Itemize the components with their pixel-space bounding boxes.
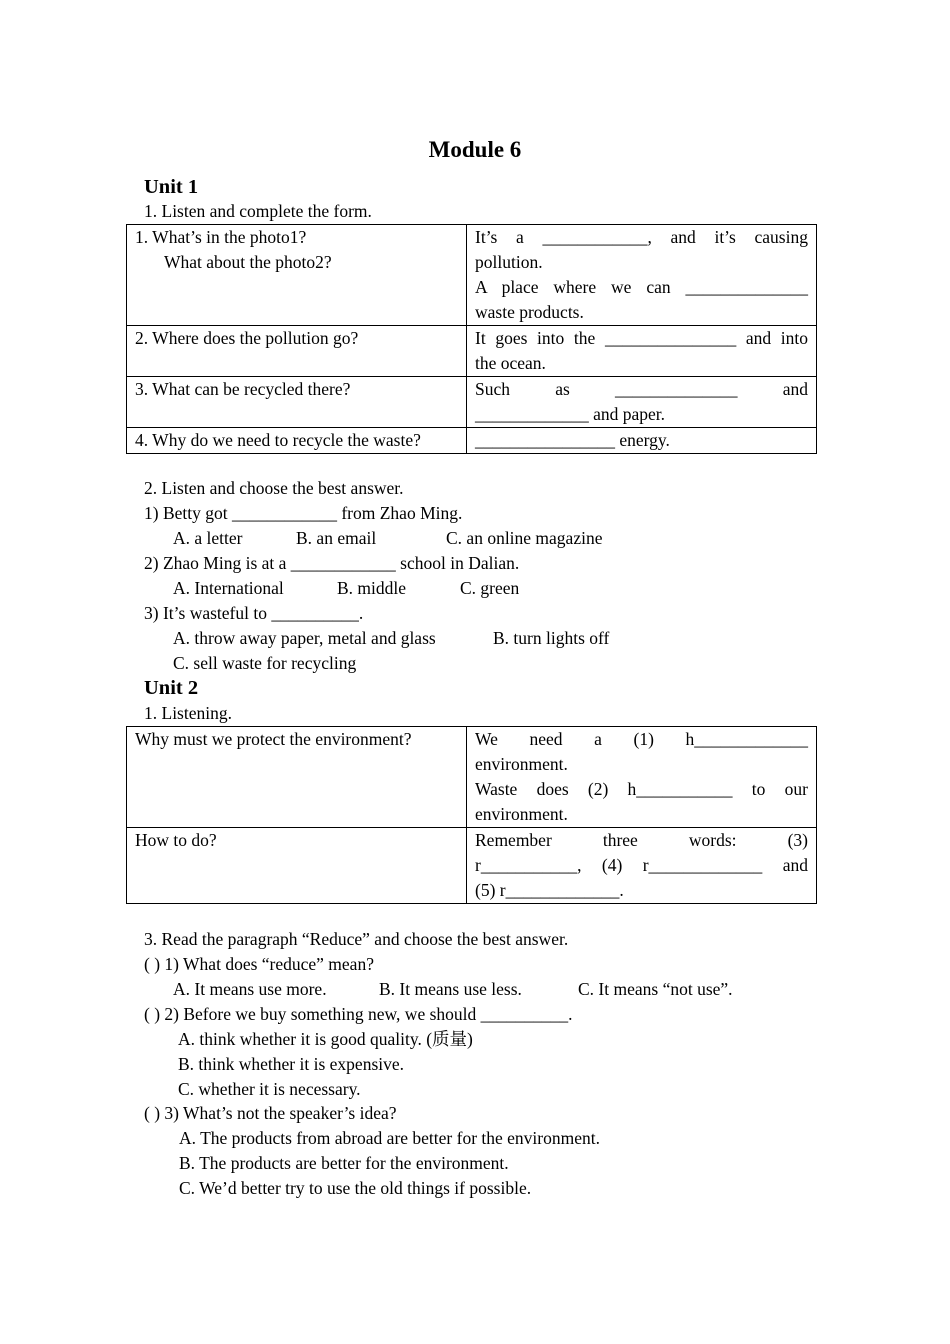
option-c: C. We’d better try to use the old things if possible. — [179, 1178, 532, 1198]
table-row — [127, 225, 817, 326]
answer-cell — [467, 727, 817, 828]
question-stem: 1) Betty got ____________ from Zhao Ming. — [144, 503, 463, 523]
answer-line: Remember three words: (3) — [475, 830, 808, 850]
option-a: A. a letter — [173, 528, 243, 548]
option-c: C. It means “not use”. — [578, 979, 733, 999]
answer-cell — [467, 225, 817, 326]
question-line: How to do? — [135, 830, 217, 850]
option-a: A. It means use more. — [173, 979, 327, 999]
table-row — [127, 377, 817, 428]
unit1-ex2-instruction: 2. Listen and choose the best answer. — [144, 478, 404, 498]
option-a: A. think whether it is good quality. (质量) — [178, 1029, 473, 1049]
answer-line: the ocean. — [475, 353, 546, 373]
unit1-heading: Unit 1 — [144, 176, 199, 198]
question-stem: 3) It’s wasteful to __________. — [144, 603, 364, 623]
answer-line: Waste does (2) h___________ to our — [475, 779, 808, 799]
table-row — [127, 326, 817, 377]
answer-line: Such as ______________ and — [475, 379, 808, 399]
unit1-form-table — [126, 224, 817, 454]
page-title: Module 6 — [428, 137, 522, 162]
option-b: B. middle — [337, 578, 407, 598]
answer-line: (5) r_____________. — [475, 880, 624, 900]
option-c: C. sell waste for recycling — [173, 653, 357, 673]
question-cell — [127, 428, 467, 454]
option-a: A. International — [173, 578, 284, 598]
option-c: C. an online magazine — [446, 528, 603, 548]
question-line: 3. What can be recycled there? — [135, 379, 351, 399]
question-cell — [127, 326, 467, 377]
answer-line: waste products. — [475, 302, 584, 322]
question-line: 1. What’s in the photo1? — [135, 227, 307, 247]
option-b: B. It means use less. — [379, 979, 522, 999]
option-b: B. an email — [296, 528, 377, 548]
option-a: A. The products from abroad are better for the environment. — [179, 1128, 600, 1148]
answer-line: _____________ and paper. — [475, 404, 666, 424]
option-a: A. throw away paper, metal and glass — [173, 628, 436, 648]
question-cell — [127, 727, 467, 828]
option-b: B. turn lights off — [493, 628, 610, 648]
answer-cell — [467, 326, 817, 377]
unit2-form-table — [126, 726, 817, 904]
question-line: 2. Where does the pollution go? — [135, 328, 359, 348]
table-row — [127, 727, 817, 828]
question-cell — [127, 225, 467, 326]
table-row — [127, 428, 817, 454]
answer-line: environment. — [475, 804, 568, 824]
question-stem: ( ) 1) What does “reduce” mean? — [144, 954, 374, 974]
option-c: C. green — [460, 578, 520, 598]
question-line: What about the photo2? — [164, 252, 332, 272]
answer-line: A place where we can ______________ — [475, 277, 808, 297]
answer-cell — [467, 377, 817, 428]
answer-line: We need a (1) h_____________ — [475, 729, 808, 749]
unit2-ex1-instruction: 1. Listening. — [144, 703, 232, 723]
question-cell — [127, 828, 467, 904]
question-line: 4. Why do we need to recycle the waste? — [135, 430, 421, 450]
question-cell — [127, 377, 467, 428]
answer-line: ________________ energy. — [475, 430, 670, 450]
option-c: C. whether it is necessary. — [178, 1079, 361, 1099]
table-row — [127, 828, 817, 904]
question-stem: 2) Zhao Ming is at a ____________ school in Dalian. — [144, 553, 520, 573]
unit1-ex1-instruction: 1. Listen and complete the form. — [144, 201, 372, 221]
answer-line: environment. — [475, 754, 568, 774]
question-stem: ( ) 3) What’s not the speaker’s idea? — [144, 1103, 397, 1123]
answer-line: r___________, (4) r_____________ and — [475, 855, 808, 875]
question-line: Why must we protect the environment? — [135, 729, 412, 749]
answer-line: pollution. — [475, 252, 543, 272]
option-b: B. The products are better for the environment. — [179, 1153, 509, 1173]
answer-line: It goes into the _______________ and into — [475, 328, 808, 348]
answer-cell — [467, 428, 817, 454]
answer-line: It’s a ____________, and it’s causing — [475, 227, 808, 247]
unit2-heading: Unit 2 — [144, 677, 199, 699]
unit2-ex3-instruction: 3. Read the paragraph “Reduce” and choose the best answer. — [144, 929, 569, 949]
question-stem: ( ) 2) Before we buy something new, we should __________. — [144, 1004, 573, 1024]
option-b: B. think whether it is expensive. — [178, 1054, 405, 1074]
answer-cell — [467, 828, 817, 904]
